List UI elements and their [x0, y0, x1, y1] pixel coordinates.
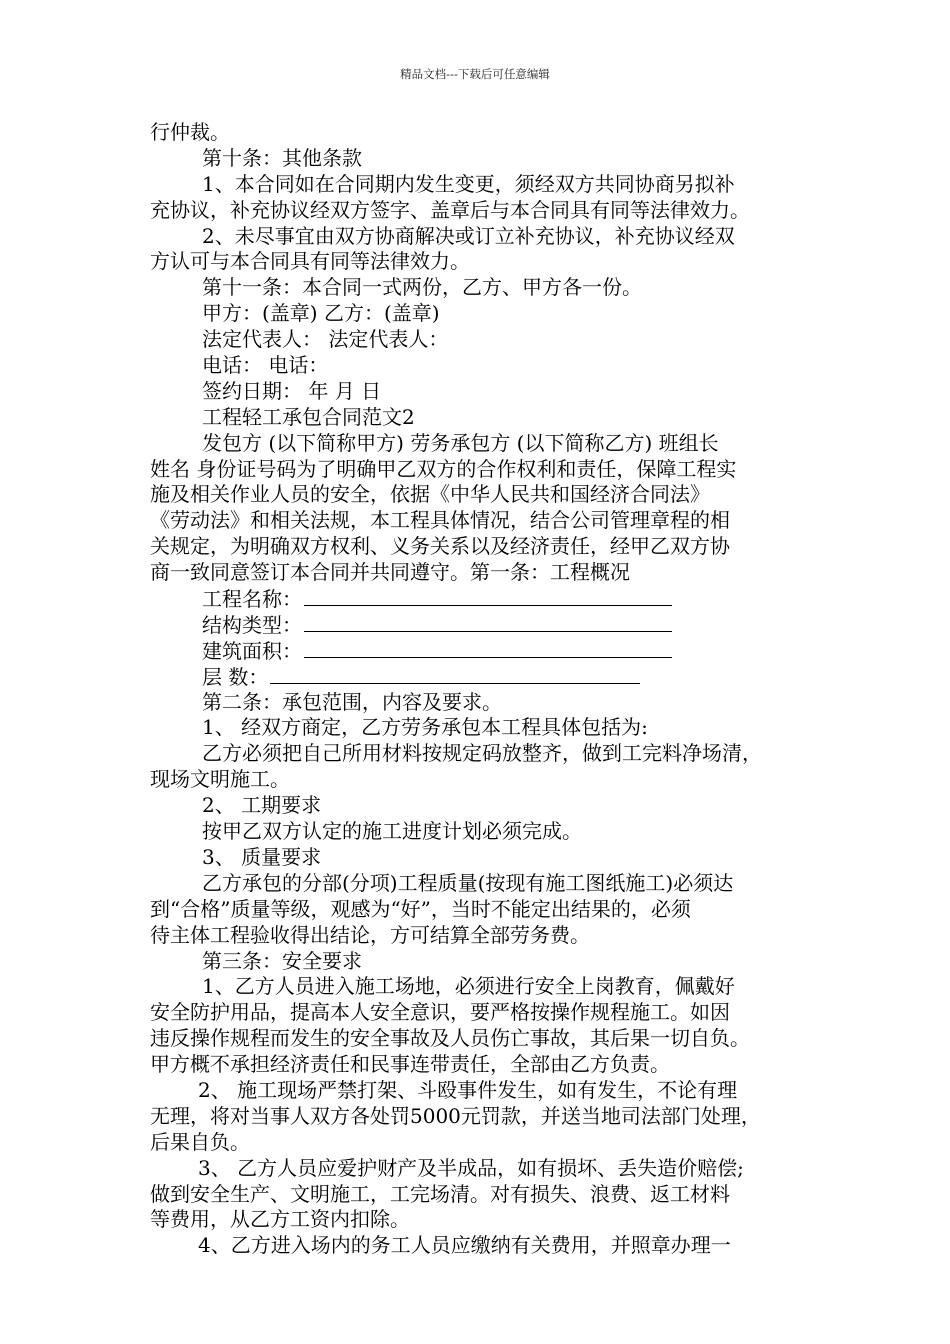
- building-area-field: [150, 638, 818, 664]
- text-line: 姓名 身份证号码为了明确甲乙双方的合作权利和责任，保障工程实: [150, 456, 737, 481]
- fill-in-underline: [270, 664, 640, 684]
- text-line: 关规定，为明确双方权利、义务关系以及经济责任，经甲乙双方协: [150, 534, 730, 559]
- text-line: 施及相关作业人员的安全，依据《中华人民共和国经济合同法》: [150, 482, 710, 507]
- text-line: 1、乙方人员进入施工场地，必须进行安全上岗教育，佩戴好: [202, 974, 735, 999]
- text-line: 3、 质量要求: [202, 844, 322, 869]
- text-line: 2、 施工现场严禁打架、斗殴事件发生，如有发生，不论有理: [198, 1077, 738, 1102]
- text-line: 方认可与本合同具有同等法律效力。: [150, 249, 470, 274]
- signature-line: 法定代表人： 法定代表人：: [202, 327, 449, 352]
- field-label: 层 数：: [202, 664, 269, 689]
- text-line: 违反操作规程而发生的安全事故及人员伤亡事故，其后果一切自负。: [150, 1026, 750, 1051]
- signature-line: 签约日期： 年 月 日: [202, 378, 382, 403]
- signature-line: 电话： 电话：: [202, 353, 329, 378]
- text-line: 3、 乙方人员应爱护财产及半成品，如有损坏、丢失造价赔偿;: [198, 1155, 744, 1180]
- fill-in-underline: [304, 586, 672, 606]
- contract-body: [150, 120, 818, 1259]
- fill-in-underline: [304, 612, 672, 632]
- text-line: 发包方 (以下简称甲方) 劳务承包方 (以下简称乙方) 班组长: [202, 430, 719, 455]
- field-label: 建筑面积：: [202, 638, 302, 663]
- text-line: 到“合格”质量等级，观感为“好”，当时不能定出结果的，必须: [150, 896, 691, 921]
- structure-type-field: [150, 612, 818, 638]
- text-line: 行仲裁。: [150, 120, 230, 144]
- text-line: 按甲乙双方认定的施工进度计划必须完成。: [202, 819, 582, 844]
- section-heading: 第三条：安全要求: [202, 948, 362, 973]
- page-header: 精品文档---下载后可任意编辑: [400, 67, 550, 81]
- section-heading: 第二条：承包范围，内容及要求。: [202, 689, 502, 714]
- text-line: 4、乙方进入场内的务工人员应缴纳有关费用，并照章办理一: [198, 1233, 731, 1258]
- text-line: 1、 经双方商定，乙方劳务承包本工程具体包括为:: [202, 715, 648, 740]
- text-line: 乙方承包的分部(分项)工程质量(按现有施工图纸施工)必须达: [202, 870, 734, 895]
- text-line: 2、 工期要求: [202, 793, 322, 818]
- text-line: 待主体工程验收得出结论，方可结算全部劳务费。: [150, 922, 590, 947]
- section-heading: 第十一条：本合同一式两份，乙方、甲方各一份。: [202, 275, 642, 300]
- field-label: 结构类型：: [202, 612, 302, 637]
- text-line: 现场文明施工。: [150, 767, 290, 792]
- section-heading: 第十条：其他条款: [202, 145, 362, 170]
- signature-line: 甲方：(盖章) 乙方：(盖章): [202, 301, 440, 326]
- floors-field: [150, 664, 818, 690]
- text-line: 乙方必须把自己所用材料按规定码放整齐，做到工完料净场清，: [202, 741, 762, 766]
- field-label: 工程名称：: [202, 587, 302, 612]
- text-line: 做到安全生产、文明施工，工完场清。对有损失、浪费、返工材料: [150, 1181, 730, 1206]
- text-line: 商一致同意签订本合同并共同遵守。第一条：工程概况: [150, 560, 630, 585]
- text-line: 安全防护用品，提高本人安全意识，要严格按操作规程施工。如因: [150, 1000, 730, 1025]
- text-line: 无理，将对当事人双方各处罚5000元罚款，并送当地司法部门处理，: [150, 1103, 761, 1128]
- text-line: 充协议，补充协议经双方签字、盖章后与本合同具有同等法律效力。: [150, 197, 750, 222]
- document-title: 工程轻工承包合同范文2: [202, 404, 415, 429]
- text-line: 2、未尽事宜由双方协商解决或订立补充协议，补充协议经双: [202, 223, 735, 248]
- text-line: 等费用，从乙方工资内扣除。: [150, 1207, 410, 1232]
- text-line: 1、本合同如在合同期内发生变更，须经双方共同协商另拟补: [202, 171, 735, 196]
- text-line: 后果自负。: [150, 1129, 250, 1154]
- fill-in-underline: [304, 638, 672, 658]
- text-line: 甲方概不承担经济责任和民事连带责任，全部由乙方负责。: [150, 1052, 670, 1077]
- text-line: 《劳动法》和相关法规，本工程具体情况，结合公司管理章程的相: [150, 508, 730, 533]
- project-name-field: [150, 586, 818, 612]
